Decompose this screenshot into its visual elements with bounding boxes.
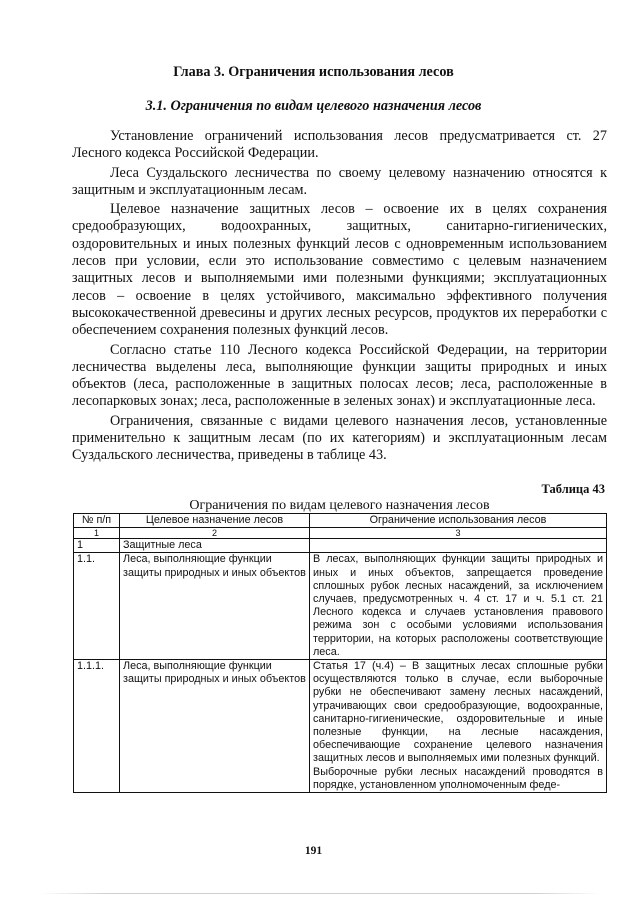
paragraph: Леса Суздальского лесничества по своему целевому назначению относятся к защитным и эксплуатационным лесам. bbox=[72, 164, 607, 198]
row-number: 1 bbox=[74, 539, 120, 553]
page-number: 191 bbox=[304, 845, 323, 857]
table-column-number-row bbox=[74, 528, 607, 539]
header-cell: Ограничение использования лесов bbox=[310, 514, 607, 528]
restrictions-table bbox=[73, 513, 607, 793]
column-number: 2 bbox=[120, 528, 310, 539]
restriction-text: Статья 17 (ч.4) – В защитных лесах сплошные рубки осуществляются только в случае, если выборочные рубки не обеспечивают замену лесных насаждений, утрачивающих свои средообразующие, водоохранные, санитарно-гигиенические, оздоровительные и иные полезные функции, на лесные насаждения, обеспечивающие сохранение целевого назначения защитных лесов и выполняемых ими полезных функций. bbox=[313, 660, 603, 765]
row-number: 1.1. bbox=[74, 553, 120, 660]
row-restriction bbox=[310, 660, 607, 793]
chapter-title: Глава 3. Ограничения использования лесов bbox=[173, 64, 454, 80]
paragraph: Согласно статье 110 Лесного кодекса Российской Федерации, на территории лесничества выделены леса, выполняющие функции защиты природных и иных объектов (леса, расположенные в защитных полосах лесов; леса, расположенные в лесопарковых зонах; леса, расположенные в зеленых зонах) и эксплуатационные леса. bbox=[72, 341, 607, 410]
row-number: 1.1.1. bbox=[74, 660, 120, 793]
table-title: Ограничения по видам целевого назначения лесов bbox=[189, 498, 490, 513]
row-purpose: Леса, выполняющие функции защиты природных и иных объектов bbox=[120, 553, 310, 660]
header-cell: Целевое назначение лесов bbox=[120, 514, 310, 528]
table-row bbox=[74, 660, 607, 793]
restriction-text-continued: Выборочные рубки лесных насаждений проводятся в порядке, установленном уполномоченным феде- bbox=[313, 765, 603, 791]
table-row bbox=[74, 539, 607, 553]
paragraph: Установление ограничений использования лесов предусматривается ст. 27 Лесного кодекса Российской Федерации. bbox=[72, 128, 607, 162]
column-number: 3 bbox=[310, 528, 607, 539]
row-purpose: Леса, выполняющие функции защиты природных и иных объектов bbox=[120, 660, 310, 793]
table-header-row bbox=[74, 514, 607, 528]
header-cell: № п/п bbox=[74, 514, 120, 528]
table-row bbox=[74, 553, 607, 660]
row-restriction: В лесах, выполняющих функции защиты природных и иных и иных объектов, запрещается проведение сплошных рубок лесных насаждений, за исключением случаев, предусмотренных ч. 4 ст. 17 и ч. 5.1 ст. 21 Лесного кодекса и случаев установления правового режима зон с особыми условиями использования территории, на которых расположены соответствующие леса. bbox=[310, 553, 607, 660]
paragraph: Целевое назначение защитных лесов – освоение их в целях сохранения средообразующих, водоохранных, защитных, санитарно-гигиенических, оздоровительных и иных полезных функций лесов с одновременным использованием лесов при условии, если это использование совместимо с целевым назначением защитных лесов и выполняемыми ими полезными функциями; эксплуатационных лесов – освоение в целях устойчивого, максимально эффективного получения высококачественной древесины и других лесных ресурсов, продуктов их переработки с обеспечением сохранения полезных функций лесов. bbox=[72, 201, 607, 339]
table-number: Таблица 43 bbox=[541, 482, 605, 496]
body-text bbox=[72, 128, 607, 465]
section-title: 3.1. Ограничения по видам целевого назначения лесов bbox=[145, 98, 482, 114]
row-restriction bbox=[310, 539, 607, 553]
row-purpose: Защитные леса bbox=[120, 539, 310, 553]
column-number: 1 bbox=[74, 528, 120, 539]
paragraph: Ограничения, связанные с видами целевого назначения лесов, установленные применительно к защитным лесам (по их категориям) и эксплуатационным лесам Суздальского лесничества, приведены в таблице 43. bbox=[72, 412, 607, 464]
scan-edge-divider bbox=[40, 893, 600, 894]
